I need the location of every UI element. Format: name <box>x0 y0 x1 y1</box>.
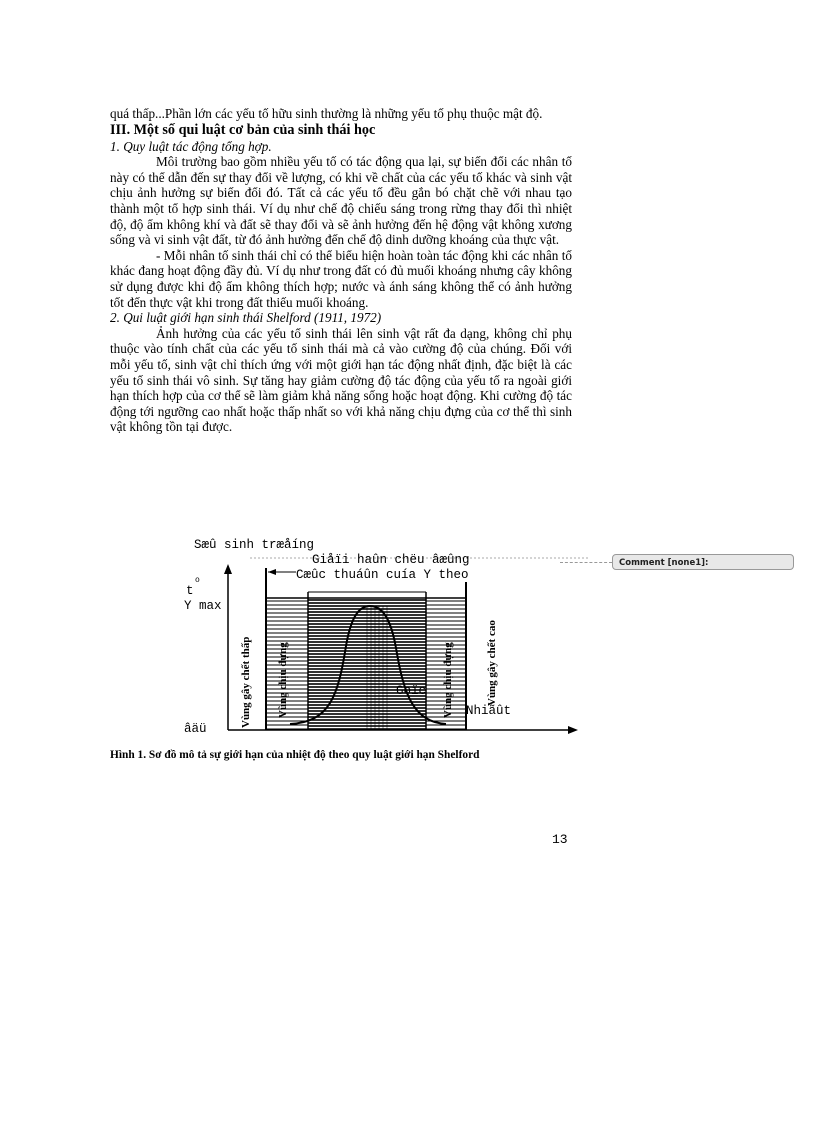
figure-caption: Hình 1. Sơ đồ mô tả sự giới hạn của nhiệt độ theo quy luật giới hạn Shelford <box>110 749 480 761</box>
body-text <box>110 106 572 435</box>
range-arrow-left <box>268 569 276 575</box>
zone-label-high-tolerance: Vùng chịu đựng <box>442 642 454 718</box>
paragraph-factors: - Mỗi nhân tố sinh thái chỉ có thể biểu hiện hoàn toàn tác động khi các nhân tố khác đang hoạt động đầy đủ. Ví dụ như trong đất có đủ muối khoáng nhưng cây không sử dụng được khi độ ẩm không thích hợp; nước và ánh sáng không thể có ảnh hưởng tốt đến thực vật khi trong đất thiếu muối khoáng. <box>110 247 572 310</box>
label-root: Goïc <box>396 684 427 698</box>
x-axis-arrow <box>568 726 578 734</box>
y-axis-arrow <box>224 564 232 574</box>
label-origin: âäü <box>184 722 207 736</box>
zone-label-high-death: Vùng gây chết cao <box>486 620 498 706</box>
paragraph-synthesis: Môi trường bao gồm nhiều yếu tố có tác động qua lại, sự biến đổi các nhân tố này có thể dẫn đến sự thay đổi về lượng, có khi về chất của các yếu tố khác và sinh vật chịu ảnh hưởng sự biến đổi đó. Tất cả các yếu tố đều gắn bó chặt chẽ với nhau tạo thành một tổ hợp sinh thái. Ví dụ như chế độ chiếu sáng trong rừng thay đổi thì nhiệt độ, độ ẩm không khí và đất sẽ thay đổi và sẽ ảnh hưởng đến hệ động vật không xương sống và vi sinh vật đất, từ đó ảnh hưởng đến chế độ dinh dưỡng khoáng của thực vật. <box>110 154 572 248</box>
label-t: t <box>186 584 194 598</box>
label-ymax: Y max <box>184 599 222 613</box>
comment-connector <box>560 562 612 563</box>
label-temperature: Nhiãût <box>466 704 512 718</box>
shelford-figure <box>170 536 590 746</box>
zone-optimum-inner <box>366 606 390 730</box>
section-heading: III. Một số qui luật cơ bản của sinh thái học <box>110 121 376 138</box>
zone-label-low-tolerance: Vùng chịu đựng <box>277 642 289 718</box>
subheading-1: 1. Quy luật tác động tổng hợp. <box>110 138 272 154</box>
label-tolerance-range: Giåïi haûn chëu âæûng <box>312 553 470 567</box>
subheading-2: 2. Qui luật giới hạn sinh thái Shelford (1911, 1972) <box>110 310 382 326</box>
label-optimum: Cæûc thuáûn cuía Y theo <box>296 568 469 582</box>
zone-label-low-death: Vùng gây chết thấp <box>240 636 252 728</box>
paragraph-shelford: Ảnh hưởng của các yếu tố sinh thái lên sinh vật rất đa dạng, không chỉ phụ thuộc vào tính chất của các yếu tố sinh thái mà cả vào cường độ của chúng. Đối với mỗi yếu tố, sinh vật chỉ thích ứng với một giới hạn tác động nhất định, đặc biệt là các yếu tố sinh thái vô sinh. Sự tăng hay giảm cường độ tác động của yếu tố ra ngoài giới hạn thích hợp của cơ thể sẽ làm giảm khả năng sống hoặc hoạt động. Khi cường độ tác động tới ngưỡng cao nhất hoặc thấp nhất so với khả năng chịu đựng của cơ thể thì sinh vật không tồn tại được. <box>110 325 572 435</box>
paragraph-intro: quá thấp...Phần lớn các yếu tố hữu sinh thường là những yếu tố phụ thuộc mật độ. <box>110 106 543 121</box>
label-degree: o <box>195 576 200 585</box>
label-growth: Sæû sinh træåíng <box>194 538 315 552</box>
comment-balloon[interactable]: Comment [none1]: <box>612 554 794 570</box>
page-number: 13 <box>552 832 568 847</box>
